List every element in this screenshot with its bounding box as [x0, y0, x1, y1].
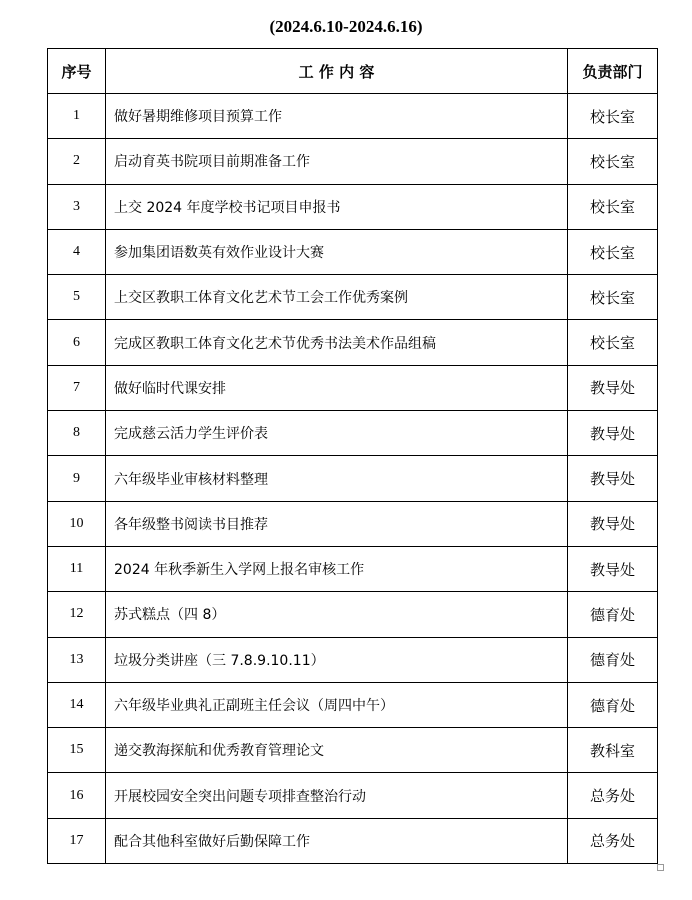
row-dept: 教导处	[568, 456, 658, 501]
row-dept: 教科室	[568, 728, 658, 773]
table-row	[48, 229, 658, 274]
table-row	[48, 546, 658, 591]
row-dept: 教导处	[568, 501, 658, 546]
row-no: 11	[48, 546, 106, 591]
row-content: 启动育英书院项目前期准备工作	[106, 139, 568, 184]
header-no: 序号	[48, 49, 106, 94]
row-content: 做好暑期维修项目预算工作	[106, 94, 568, 139]
row-content: 各年级整书阅读书目推荐	[106, 501, 568, 546]
row-content: 配合其他科室做好后勤保障工作	[106, 818, 568, 863]
table-row	[48, 411, 658, 456]
row-content: 开展校园安全突出问题专项排查整治行动	[106, 773, 568, 818]
row-content: 上交区教职工体育文化艺术节工会工作优秀案例	[106, 275, 568, 320]
row-no: 5	[48, 275, 106, 320]
row-no: 15	[48, 728, 106, 773]
row-dept: 德育处	[568, 682, 658, 727]
row-dept: 校长室	[568, 275, 658, 320]
row-no: 6	[48, 320, 106, 365]
row-no: 12	[48, 592, 106, 637]
table-header-row	[48, 49, 658, 94]
date-range-title: (2024.6.10-2024.6.16)	[269, 17, 423, 36]
row-no: 8	[48, 411, 106, 456]
row-content: 做好临时代课安排	[106, 365, 568, 410]
row-content: 2024 年秋季新生入学网上报名审核工作	[106, 546, 568, 591]
row-dept: 教导处	[568, 365, 658, 410]
work-schedule-table	[47, 48, 658, 864]
row-no: 13	[48, 637, 106, 682]
paragraph-end-marker	[657, 864, 664, 871]
row-dept: 总务处	[568, 773, 658, 818]
row-content: 完成区教职工体育文化艺术节优秀书法美术作品组稿	[106, 320, 568, 365]
row-no: 14	[48, 682, 106, 727]
row-dept: 校长室	[568, 320, 658, 365]
row-no: 16	[48, 773, 106, 818]
row-dept: 教导处	[568, 546, 658, 591]
table-row	[48, 728, 658, 773]
row-no: 1	[48, 94, 106, 139]
row-content: 完成慈云活力学生评价表	[106, 411, 568, 456]
header-content: 工 作 内 容	[106, 49, 568, 94]
row-dept: 德育处	[568, 637, 658, 682]
row-no: 9	[48, 456, 106, 501]
row-content: 六年级毕业审核材料整理	[106, 456, 568, 501]
row-no: 4	[48, 229, 106, 274]
table-row	[48, 818, 658, 863]
table-row	[48, 139, 658, 184]
table-row	[48, 773, 658, 818]
table-row	[48, 275, 658, 320]
table-row	[48, 456, 658, 501]
header-dept: 负责部门	[568, 49, 658, 94]
row-dept: 总务处	[568, 818, 658, 863]
row-content: 六年级毕业典礼正副班主任会议（周四中午）	[106, 682, 568, 727]
row-no: 17	[48, 818, 106, 863]
row-no: 3	[48, 184, 106, 229]
row-dept: 校长室	[568, 184, 658, 229]
table-row	[48, 320, 658, 365]
row-dept: 校长室	[568, 229, 658, 274]
row-no: 2	[48, 139, 106, 184]
table-row	[48, 184, 658, 229]
table-row	[48, 637, 658, 682]
table-row	[48, 94, 658, 139]
row-dept: 校长室	[568, 94, 658, 139]
row-dept: 教导处	[568, 411, 658, 456]
row-content: 垃圾分类讲座（三 7.8.9.10.11）	[106, 637, 568, 682]
table-row	[48, 365, 658, 410]
table-row	[48, 682, 658, 727]
row-content: 参加集团语数英有效作业设计大赛	[106, 229, 568, 274]
row-content: 上交 2024 年度学校书记项目申报书	[106, 184, 568, 229]
table-row	[48, 592, 658, 637]
row-dept: 校长室	[568, 139, 658, 184]
row-no: 10	[48, 501, 106, 546]
row-content: 苏式糕点（四 8）	[106, 592, 568, 637]
table-row	[48, 501, 658, 546]
row-dept: 德育处	[568, 592, 658, 637]
row-content: 递交教海探航和优秀教育管理论文	[106, 728, 568, 773]
row-no: 7	[48, 365, 106, 410]
